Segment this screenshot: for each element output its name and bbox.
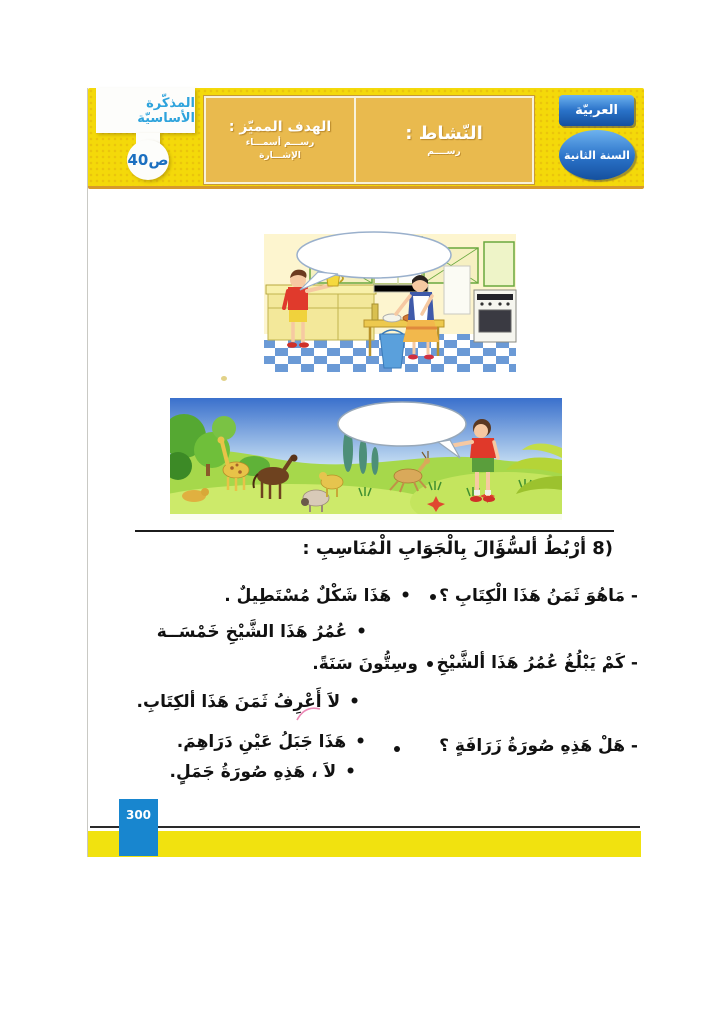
answer-1-text: هَذَا شَكْلٌ مُسْتَطِيلٌ . (224, 586, 392, 606)
footer-yellow-band (88, 831, 641, 857)
question-2: - كَمْ يَبْلُغُ عُمُرُ هَذَا ألشَّيْخِ (436, 653, 638, 673)
exercise-title: أرْبُطُ ألسُّؤَالَ بِالْجَوَابِ الْمُنَاسِبِ : (302, 538, 587, 559)
answer-4-bullet: • (355, 732, 366, 752)
question-1: - مَاهُوَ ثَمَنُ هَذَا الْكِتَابِ ؟ (439, 586, 638, 606)
exercise-heading (302, 537, 613, 561)
answer-3-text: لاَ أَعْرِفُ ثَمَنَ هَذَا ألكِتَابِ. (136, 692, 341, 712)
objective-label: الهدف المميّز : (228, 119, 332, 135)
subject-badge-label: العربيّة (575, 103, 618, 118)
answer-2-line-2: وسِتُّونَ سَنَةً. (312, 654, 418, 674)
activity-value: رســــم (427, 147, 461, 157)
answer-2-text: عُمُرُ هَذَا الشَّيْخِ خَمْسَــة (156, 622, 348, 642)
answer-4 (177, 730, 366, 754)
answer-4-text: هَذَا جَبَلُ عَيْنِ دَرَاهِمَ. (176, 732, 347, 752)
kitchen-illustration (262, 228, 520, 373)
scan-speck (221, 376, 227, 381)
answer-5 (170, 760, 357, 784)
memo-tab-label: المذكّرة الأساسيّة (137, 95, 195, 126)
bucket (380, 330, 405, 368)
match-dot-q2 (427, 661, 433, 667)
fridge (444, 266, 470, 314)
question-3: - هَلْ هَذِهِ صُورَةُ زَرَافَةٍ ؟ (439, 736, 638, 756)
answer-2-bullet: • (356, 622, 367, 642)
bottle (372, 304, 378, 320)
answer-5-text: لاَ ، هَذِهِ صُورَةُ جَمَلٍ. (169, 762, 337, 782)
answer-2-line-1 (157, 620, 367, 644)
stove (474, 290, 516, 342)
bowl (383, 314, 401, 322)
answer-3 (137, 690, 360, 714)
ground-fade (170, 514, 562, 520)
year-badge (559, 130, 635, 180)
memo-tab (96, 88, 195, 133)
answer-1 (224, 584, 411, 608)
answer-5-bullet: • (345, 762, 356, 782)
activity-label: النّشاط : (405, 123, 483, 144)
year-badge-label: السنة الثانية (564, 148, 630, 162)
answer-1-bullet: • (400, 586, 411, 606)
page-scan-edge (87, 88, 88, 857)
objective-cell (206, 98, 354, 182)
header-gold-box (204, 96, 534, 184)
page-number-tab (119, 799, 158, 856)
answer-3-bullet: • (349, 692, 360, 712)
activity-cell (354, 98, 532, 182)
objective-line2: الإشـــارة (259, 151, 301, 161)
subject-badge (559, 95, 634, 126)
match-dot-q3 (394, 746, 400, 752)
exercise-number: 8) (592, 538, 613, 559)
match-dot-q1 (430, 594, 436, 600)
objective-line1: رســـم أسمـــاء (245, 138, 315, 148)
savanna-illustration (170, 398, 562, 520)
section-divider (135, 530, 614, 532)
footer-rule (90, 826, 640, 828)
pink-pen-mark (293, 701, 325, 723)
memo-page-badge (127, 140, 169, 180)
memo-page-badge-text: ص40 (127, 151, 169, 169)
page-number: 300 (125, 808, 152, 822)
